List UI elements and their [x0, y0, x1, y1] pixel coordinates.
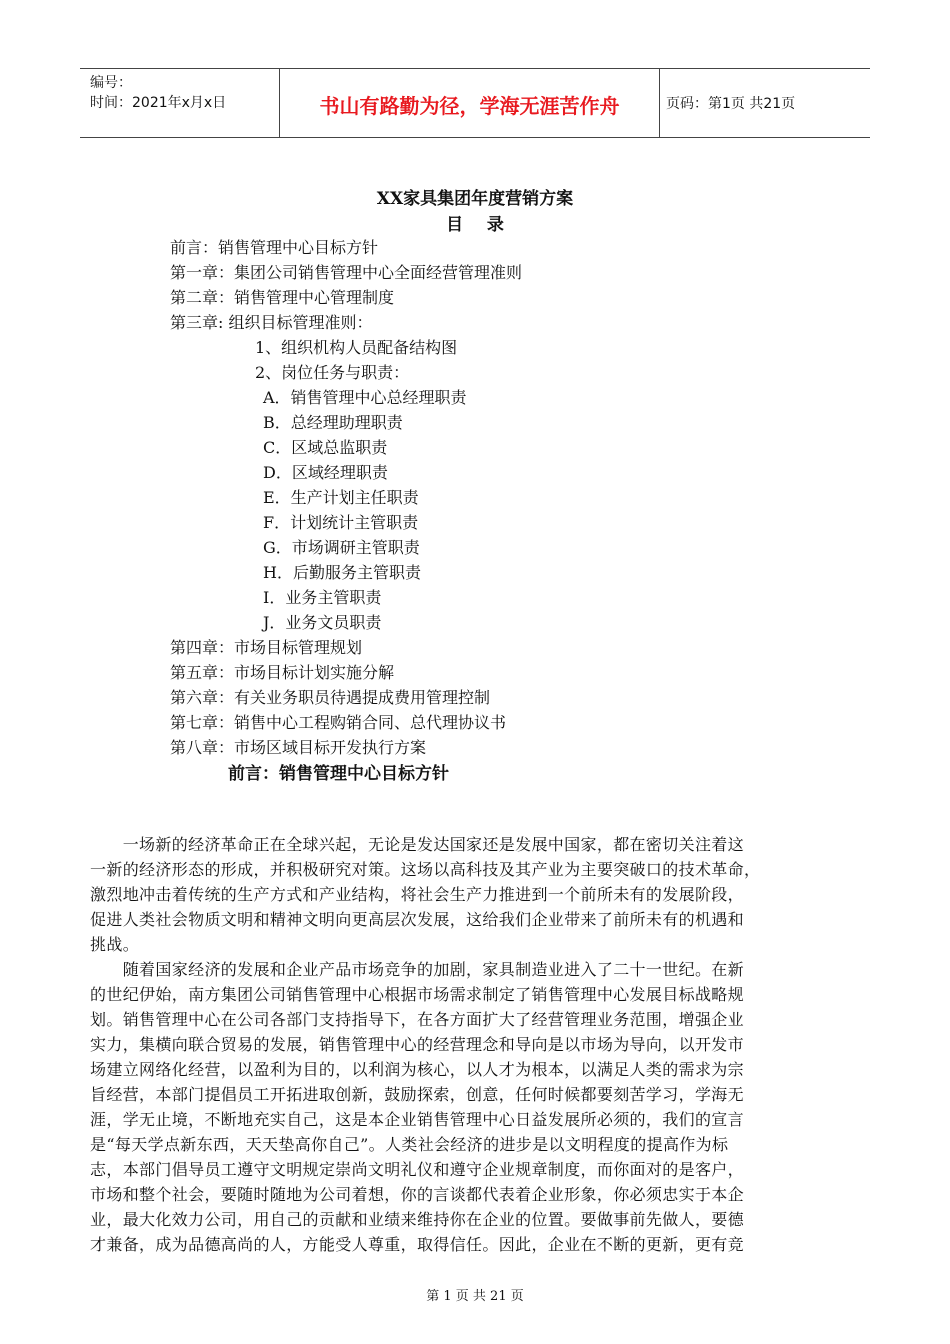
page-footer: 第 1 页 共 21 页 — [426, 1289, 524, 1304]
toc-entry-chapter-1: 第一章：集团公司销售管理中心全面经营管理准则 — [170, 263, 523, 282]
toc-entry-chapter-8: 第八章：市场区域目标开发执行方案 — [170, 738, 427, 757]
body-line: 实力，集横向联合贸易的发展，销售管理中心的经营理念和导向是以市场为导向，以开发市 — [90, 1035, 745, 1054]
header-motto-cell — [280, 69, 660, 137]
body-line: 是“每天学点新东西，天天垫高你自己”。人类社会经济的进步是以文明程度的提高作为标 — [90, 1135, 729, 1154]
toc-entry-chapter-4: 第四章：市场目标管理规划 — [170, 638, 363, 657]
toc-entry-duty-f: F．计划统计主管职责 — [263, 513, 419, 532]
body-line: 划。销售管理中心在公司各部门支持指导下，在各方面扩大了经营管理业务范围，增强企业 — [90, 1010, 745, 1029]
toc-entry-duty-g: G．市场调研主管职责 — [263, 538, 420, 557]
toc-entry-preface: 前言：销售管理中心目标方针 — [170, 238, 379, 257]
body-line: 旨经营，本部门提倡员工开拓进取创新，鼓励探索，创意，任何时候都要刻苦学习，学海无 — [90, 1085, 745, 1104]
header-page-number: 页码：第1页 共21页 — [666, 96, 796, 112]
body-line: 一新的经济形态的形成，并积极研究对策。这场以高科技及其产业为主要突破口的技术革命， — [90, 860, 761, 879]
body-line: 场建立网络化经营，以盈利为目的，以利润为核心，以人才为根本，以满足人类的需求为宗 — [90, 1060, 745, 1079]
toc-entry-chapter-7: 第七章：销售中心工程购销合同、总代理协议书 — [170, 713, 507, 732]
header-page-cell — [660, 69, 870, 137]
toc-entry-chapter-5: 第五章：市场目标计划实施分解 — [170, 663, 395, 682]
toc-entry-duty-j: J．业务文员职责 — [263, 613, 382, 632]
body-line: 激烈地冲击着传统的生产方式和产业结构，将社会生产力推进到一个前所未有的发展阶段， — [90, 885, 745, 904]
body-line: 一场新的经济革命正在全球兴起，无论是发达国家还是发展中国家，都在密切关注着这 — [90, 835, 745, 854]
toc-entry-chapter-2: 第二章：销售管理中心管理制度 — [170, 288, 395, 307]
header-motto: 书山有路勤为径，学海无涯苦作舟 — [319, 94, 620, 118]
body-line: 涯，学无止境，不断地充实自己，这是本企业销售管理中心日益发展所必须的，我们的宣言 — [90, 1110, 745, 1129]
toc-entry-duty-a: A．销售管理中心总经理职责 — [263, 388, 467, 407]
toc-entry-chapter-6: 第六章：有关业务职员待遇提成费用管理控制 — [170, 688, 491, 707]
document-title: XX家具集团年度营销方案 — [376, 189, 574, 209]
section-heading: 前言：销售管理中心目标方针 — [228, 764, 449, 784]
body-line: 促进人类社会物质文明和精神文明向更高层次发展，这给我们企业带来了前所未有的机遇和 — [90, 910, 745, 929]
document-time-label: 时间：2021年x月x日 — [90, 95, 227, 111]
body-line: 随着国家经济的发展和企业产品市场竞争的加剧，家具制造业进入了二十一世纪。在新 — [90, 960, 745, 979]
page-header — [80, 68, 870, 138]
body-line: 志，本部门倡导员工遵守文明规定崇尚文明礼仪和遵守企业规章制度，而你面对的是客户， — [90, 1160, 745, 1179]
header-info-cell — [80, 69, 280, 137]
toc-entry-chapter-3: 第三章: 组织目标管理准则： — [170, 313, 373, 332]
body-line: 才兼备，成为品德高尚的人，方能受人尊重，取得信任。因此，企业在不断的更新，更有竞 — [90, 1235, 745, 1254]
toc-entry-duty-d: D．区域经理职责 — [263, 463, 388, 482]
toc-entry-chapter-3-2: 2、岗位任务与职责： — [255, 363, 410, 382]
body-line: 市场和整个社会，要随时随地为公司着想，你的言谈都代表着企业形象，你必须忠实于本企 — [90, 1185, 745, 1204]
toc-entry-duty-b: B．总经理助理职责 — [263, 413, 403, 432]
toc-entry-duty-i: I．业务主管职责 — [263, 588, 382, 607]
toc-entry-duty-e: E．生产计划主任职责 — [263, 488, 419, 507]
toc-entry-chapter-3-1: 1、组织机构人员配备结构图 — [255, 338, 458, 357]
body-line: 的世纪伊始，南方集团公司销售管理中心根据市场需求制定了销售管理中心发展目标战略规 — [90, 985, 745, 1004]
toc-entry-duty-h: H．后勤服务主管职责 — [263, 563, 421, 582]
toc-heading: 目 录 — [446, 215, 504, 235]
toc-entry-duty-c: C．区域总监职责 — [263, 438, 388, 457]
document-number-label: 编号： — [90, 75, 132, 91]
body-line: 挑战。 — [90, 935, 140, 954]
body-line: 业，最大化效力公司，用自己的贡献和业绩来维持你在企业的位置。要做事前先做人，要德 — [90, 1210, 745, 1229]
